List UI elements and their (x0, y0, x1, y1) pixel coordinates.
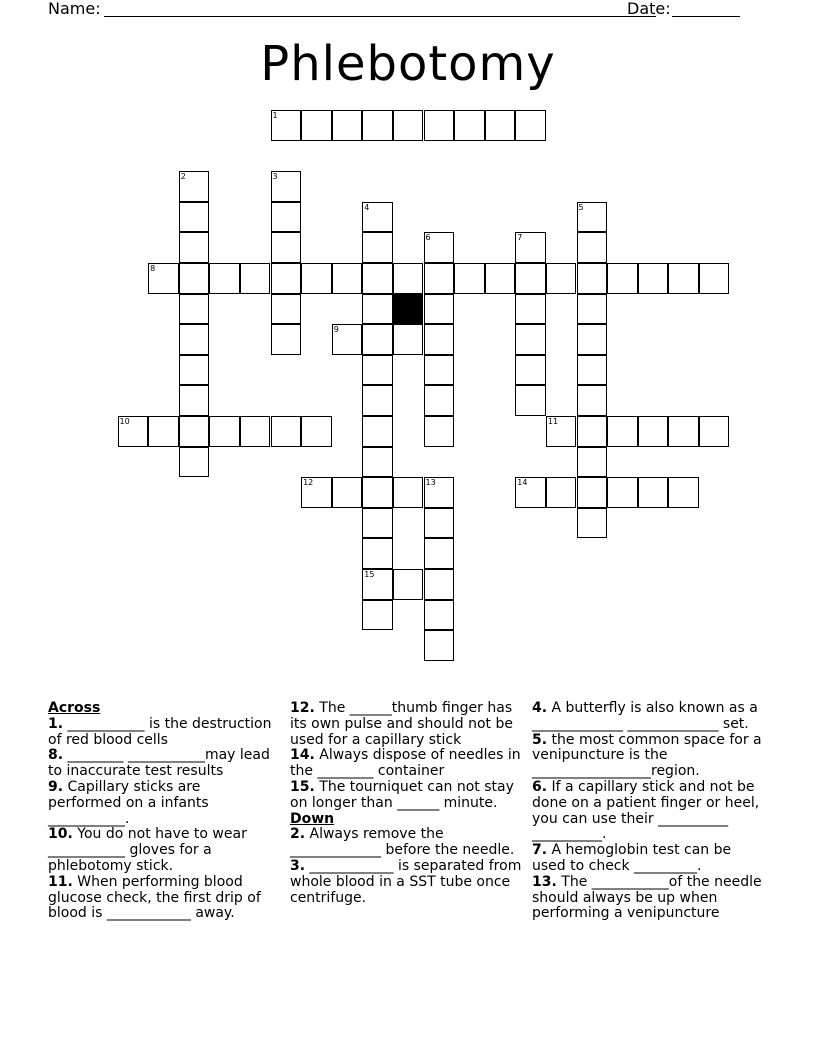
grid-cell[interactable] (546, 416, 577, 447)
grid-cell[interactable] (362, 324, 393, 355)
grid-cell[interactable] (271, 171, 302, 202)
grid-cell[interactable] (577, 447, 608, 478)
grid-cell[interactable] (485, 263, 516, 294)
cell-number: 5 (578, 202, 584, 212)
grid-cell[interactable] (332, 110, 363, 141)
grid-cell[interactable] (424, 630, 455, 661)
grid-cell[interactable] (668, 416, 699, 447)
black-cell (393, 294, 424, 325)
grid-cell[interactable] (118, 416, 149, 447)
grid-cell[interactable] (577, 508, 608, 539)
clue-down-4: 4. A butterfly is also known as a _____________ _____________ set. (532, 700, 758, 732)
grid-cell[interactable] (577, 385, 608, 416)
grid-cell[interactable] (424, 263, 455, 294)
grid-cell[interactable] (515, 385, 546, 416)
grid-cell[interactable] (271, 324, 302, 355)
clue-across-11: 11. When performing blood glucose check, the first drip of blood is ____________ away. (48, 873, 261, 922)
grid-cell[interactable] (362, 263, 393, 294)
grid-cell[interactable] (362, 477, 393, 508)
clue-down-7: 7. A hemoglobin test can be used to check _________. (532, 842, 732, 874)
grid-cell[interactable] (209, 263, 240, 294)
grid-cell[interactable] (577, 263, 608, 294)
clue-across-1: 1. ___________ is the destruction of red blood cells (48, 715, 272, 748)
grid-cell[interactable] (424, 569, 455, 600)
cell-number: 4 (364, 202, 370, 212)
grid-cell[interactable] (577, 202, 608, 233)
grid-cell[interactable] (515, 232, 546, 263)
grid-cell[interactable] (668, 477, 699, 508)
across-heading: Across (48, 700, 101, 716)
grid-cell[interactable] (424, 508, 455, 539)
grid-cell[interactable] (515, 263, 546, 294)
grid-cell[interactable] (424, 294, 455, 325)
grid-cell[interactable] (301, 263, 332, 294)
grid-cell[interactable] (454, 263, 485, 294)
grid-cell[interactable] (240, 416, 271, 447)
grid-cell[interactable] (577, 416, 608, 447)
grid-cell[interactable] (148, 416, 179, 447)
grid-cell[interactable] (271, 263, 302, 294)
grid-cell[interactable] (271, 294, 302, 325)
grid-cell[interactable] (607, 263, 638, 294)
grid-cell[interactable] (577, 324, 608, 355)
grid-cell[interactable] (424, 385, 455, 416)
clue-down-2: 2. Always remove the _____________ before the needle. (290, 826, 515, 859)
grid-cell[interactable] (638, 477, 669, 508)
grid-cell[interactable] (424, 232, 455, 263)
clues-column-2 (290, 701, 524, 906)
grid-cell[interactable] (179, 232, 210, 263)
cell-number: 2 (180, 172, 186, 182)
name-label: Name: (48, 0, 101, 18)
grid-cell[interactable] (638, 263, 669, 294)
clue-down-3: 3. ____________ is separated from whole blood in a SST tube once centrifuge. (290, 857, 522, 906)
grid-cell[interactable] (179, 202, 210, 233)
grid-cell[interactable] (362, 508, 393, 539)
grid-cell[interactable] (577, 355, 608, 386)
grid-cell[interactable] (271, 232, 302, 263)
grid-cell[interactable] (179, 416, 210, 447)
clue-across-8: 8. ________ ___________may lead to inaccurate test results (48, 747, 270, 780)
cell-number: 7 (517, 233, 523, 243)
grid-cell[interactable] (179, 385, 210, 416)
grid-cell[interactable] (362, 202, 393, 233)
cell-number: 1 (272, 111, 278, 120)
clues-column-1 (48, 701, 272, 922)
clue-down-6: 6. If a capillary stick and not be done on a patient finger or heel, you can use their __________ __________. (532, 778, 760, 843)
grid-cell[interactable] (424, 600, 455, 631)
grid-cell[interactable] (424, 355, 455, 386)
grid-cell[interactable] (362, 110, 393, 141)
grid-cell[interactable] (607, 477, 638, 508)
clue-across-15: 15. The tourniquet can not stay on longer than ______ minute. (290, 778, 514, 811)
grid-cell[interactable] (362, 569, 393, 600)
cell-number: 8 (150, 264, 156, 273)
grid-cell[interactable] (393, 324, 424, 355)
cell-number: 3 (272, 172, 278, 182)
grid-cell[interactable] (301, 477, 332, 508)
date-label: Date: (627, 0, 671, 18)
cell-number: 13 (425, 478, 436, 488)
grid-cell[interactable] (424, 538, 455, 569)
grid-cell[interactable] (424, 416, 455, 447)
grid-cell[interactable] (332, 263, 363, 294)
grid-cell[interactable] (271, 416, 302, 447)
grid-cell[interactable] (515, 110, 546, 141)
down-heading: Down (290, 810, 335, 827)
grid-cell[interactable] (546, 263, 577, 294)
grid-cell[interactable] (362, 294, 393, 325)
grid-cell[interactable] (577, 232, 608, 263)
clue-across-14: 14. Always dispose of needles in the ________ container (290, 747, 521, 780)
grid-cell[interactable] (515, 477, 546, 508)
grid-cell[interactable] (515, 294, 546, 325)
grid-cell[interactable] (393, 477, 424, 508)
grid-cell[interactable] (362, 232, 393, 263)
grid-cell[interactable] (179, 447, 210, 478)
grid-cell[interactable] (393, 110, 424, 141)
grid-cell[interactable] (577, 477, 608, 508)
cell-number: 9 (333, 325, 339, 335)
clue-across-9: 9. Capillary sticks are performed on a infants ___________. (48, 778, 209, 827)
grid-cell[interactable] (546, 477, 577, 508)
grid-cell[interactable] (362, 355, 393, 386)
page-title: Phlebotomy (260, 36, 556, 92)
grid-cell[interactable] (362, 447, 393, 478)
grid-cell[interactable] (424, 324, 455, 355)
grid-cell[interactable] (179, 324, 210, 355)
cell-number: 14 (517, 478, 528, 488)
cell-number: 6 (425, 233, 431, 243)
grid-cell[interactable] (577, 294, 608, 325)
grid-cell[interactable] (515, 324, 546, 355)
clue-across-12: 12. The ______thumb finger has its own pulse and should not be used for a capillary stick (290, 700, 513, 748)
grid-cell[interactable] (179, 294, 210, 325)
grid-cell[interactable] (362, 416, 393, 447)
grid-cell[interactable] (424, 110, 455, 141)
grid-cell[interactable] (271, 110, 302, 141)
cell-number: 11 (547, 417, 559, 426)
grid-cell[interactable] (240, 263, 271, 294)
clue-down-5: 5. the most common space for a venipuncture is the _________________region. (532, 731, 762, 780)
grid-cell[interactable] (424, 477, 455, 508)
grid-cell[interactable] (301, 416, 332, 447)
grid-cell[interactable] (393, 263, 424, 294)
grid-cell[interactable] (332, 324, 363, 355)
grid-cell[interactable] (485, 110, 516, 141)
grid-cell[interactable] (301, 110, 332, 141)
grid-cell[interactable] (638, 416, 669, 447)
grid-cell[interactable] (515, 355, 546, 386)
grid-cell[interactable] (454, 110, 485, 141)
grid-cell[interactable] (362, 600, 393, 631)
grid-cell[interactable] (668, 263, 699, 294)
grid-cell[interactable] (271, 202, 302, 233)
cell-number: 12 (303, 478, 314, 488)
grid-cell[interactable] (209, 416, 240, 447)
grid-cell[interactable] (362, 385, 393, 416)
grid-cell[interactable] (179, 355, 210, 386)
grid-cell[interactable] (607, 416, 638, 447)
grid-cell[interactable] (393, 569, 424, 600)
cell-number: 15 (364, 570, 375, 579)
clues-column-3 (532, 701, 768, 922)
clue-across-10: 10. You do not have to wear ___________ gloves for a phlebotomy stick. (48, 826, 247, 874)
cell-number: 10 (119, 417, 130, 426)
grid-cell[interactable] (699, 263, 730, 294)
grid-cell[interactable] (148, 263, 179, 294)
clue-down-13: 13. The ___________of the needle should always be up when performing a venipuncture (532, 873, 762, 922)
grid-cell[interactable] (332, 477, 363, 508)
grid-cell[interactable] (179, 263, 210, 294)
grid-cell[interactable] (179, 171, 210, 202)
grid-cell[interactable] (362, 538, 393, 569)
grid-cell[interactable] (699, 416, 730, 447)
